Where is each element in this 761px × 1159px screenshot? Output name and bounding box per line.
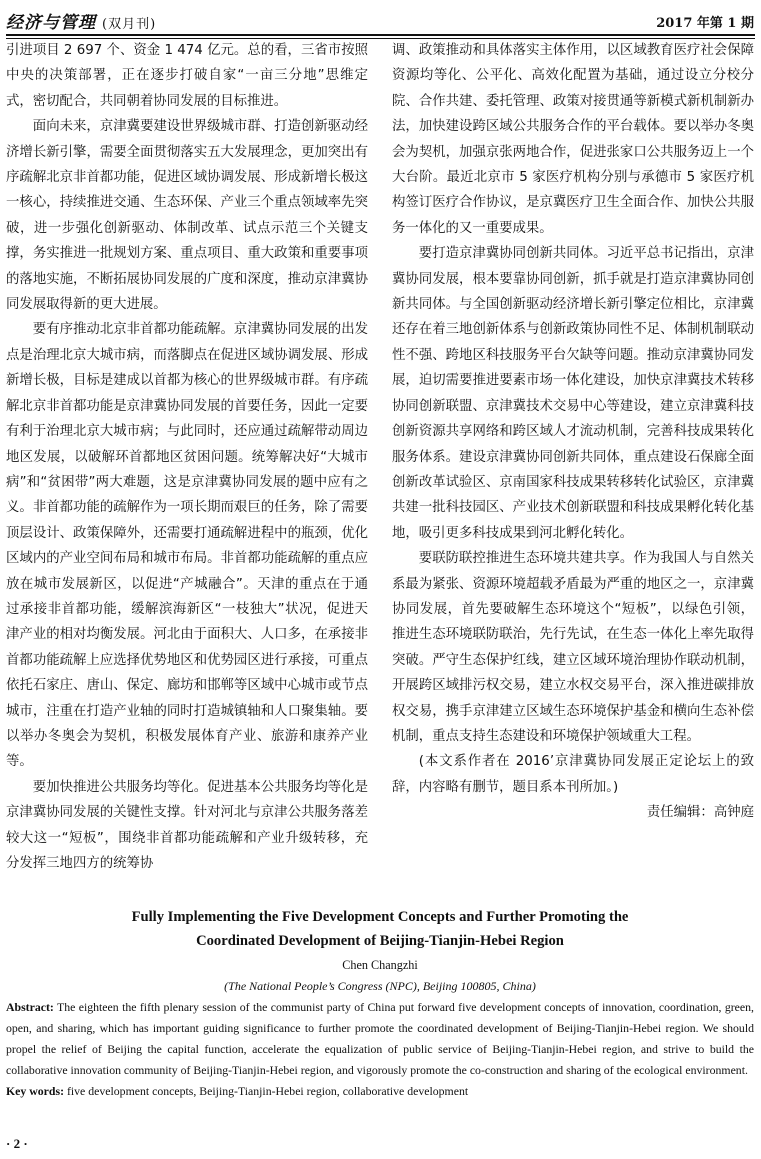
journal-name: 经济与管理 (双月刊) <box>6 13 157 33</box>
english-abstract-block <box>6 905 754 1102</box>
english-title-line-2: Coordinated Development of Beijing-Tianjin-Hebei Region <box>196 933 564 949</box>
keywords-text: five development concepts, Beijing-Tianjin-Hebei region, collaborative development <box>64 1084 469 1098</box>
english-author: Chen Changzhi <box>342 958 418 972</box>
issue-label: 2017 年第 1 期 <box>656 16 754 31</box>
running-header <box>6 6 754 34</box>
english-title-line-1: Fully Implementing the Five Development Concepts and Further Promoting the <box>131 909 629 925</box>
paragraph: (本文系作者在 2016’京津冀协同发展正定论坛上的致辞，内容略有删节，题目系本刊所加。) <box>392 754 754 795</box>
paragraph: 要加快推进公共服务均等化。促进基本公共服务均等化是京津冀协同发展的关键性支撑。针对河北与京津公共服务落差较大这一“短板”，围绕非首都功能疏解和产业升级转移，充分发挥三地四方的统筹协 <box>6 779 368 871</box>
paragraph: 要有序推动北京非首都功能疏解。京津冀协同发展的出发点是治理北京大城市病，而落脚点在促进区域协调发展、形成新增长极，目标是建成以首都为核心的世界级城市群。有序疏解北京非首都功能是京津冀协同发展的首要任务，因此一定要有利于治理北京大城市病；与此同时，还应通过疏解带动周边地区发展，以破解环首都地区贫困问题。统筹解决好“大城市病”和“贫困带”两大难题，这是京津冀协同发展的题中应有之义。非首都功能的疏解作为一项长期而艰巨的任务，除了需要顶层设计、政策保障外，还需要打通疏解进程中的瓶颈，优化区域内的产业空间布局和城市布局。非首都功能疏解的重点应放在城市发展新区，以促进“产城融合”。天津的重点在于通过承接非首都功能，缓解滨海新区“一枝独大”状况，促进天津产业的相对均衡发展。河北由于面积大、人口多，在承接非首都功能疏解上应选择优势地区和优势园区进行承接，可重点依托石家庄、唐山、保定、廊坊和邯郸等区域中心城市或节点城市，注重在打造产业轴的同时打造城镇轴和人口聚集轴。要以举办冬奥会为契机，积极发展体育产业、旅游和康养产业等。 <box>6 322 368 770</box>
page-number: · 2 · <box>6 1136 28 1151</box>
english-affiliation: (The National People’s Congress (NPC), Beijing 100805, China) <box>224 979 536 993</box>
english-abstract <box>6 997 754 1081</box>
paragraph: 调、政策推动和具体落实主体作用，以区域教育医疗社会保障资源均等化、公平化、高效化配置为基础，通过设立分校分院、合作共建、委托管理、政策对接贯通等新模式新机制新办法，加快建设跨区域公共服务合作的平台载体。要以举办冬奥会为契机，加强京张两地合作，促进张家口公共服务迈上一个大台阶。最近北京市 5 家医疗机构分别与承德市 5 家医疗机构签订医疗合作协议，是京冀医疗卫生全面合作、加快公共服务一体化的又一重要成果。 <box>392 43 754 236</box>
body-columns <box>6 38 754 890</box>
paragraph: 引进项目 2 697 个、资金 1 474 亿元。总的看，三省市按照中央的决策部署，正在逐步打破自家“一亩三分地”思维定式，密切配合，共同朝着协同发展的目标推进。 <box>6 43 368 109</box>
paragraph: 要打造京津冀协同创新共同体。习近平总书记指出，京津冀协同发展，根本要靠协同创新，抓手就是打造京津冀协同创新共同体。与全国创新驱动经济增长新引擎定位相比，京津冀还存在着三地创新体系与创新政策协同性不足、体制机制联动性不强、跨地区科技服务平台欠缺等问题。推动京津冀协同发展，迫切需要推进要素市场一体化建设，加快京津冀技术转移协同创新联盟、京津冀技术交易中心等建设，建立京津冀科技创新资源共享网络和跨区域人才流动机制，完善科技成果转化服务体系。建设京津冀协同创新共同体，重点建设石保廊全面创新改革试验区、京南国家科技成果转移转化试验区，京津冀共建一批科技园区、产业技术创新联盟和科技成果孵化转化基地，吸引更多科技成果到河北孵化转化。 <box>392 246 754 541</box>
abstract-text: The eighteen the fifth plenary session of the communist party of China put forward five development concepts of innovation, coordination, green, open, and sharing, which has important guiding significance to further promote the coordinated development of Beijing-Tianjin-Hebei region. We should propel the relief of Beijing the capital function, accelerate the equalization of public service of Beijing-Tianjin-Hebei region, and strive to build the collaborative innovation community of Beijing-Tianjin-Hebei region, and vigorously promote the co-construction and sharing of the ecological environment. <box>6 1000 754 1077</box>
abstract-label: Abstract: <box>6 1000 54 1014</box>
english-title <box>6 905 754 953</box>
left-column <box>6 38 368 890</box>
english-keywords <box>6 1081 754 1102</box>
right-column <box>392 38 754 890</box>
keywords-label: Key words: <box>6 1084 64 1098</box>
paragraph: 面向未来，京津冀要建设世界级城市群、打造创新驱动经济增长新引擎，需要全面贯彻落实五大发展理念，更加突出有序疏解北京非首都功能，促进区域协调发展、形成新增长极这一核心，持续推进交通、生态环保、产业三个重点领域率先突破，进一步强化创新驱动、体制改革、试点示范三个关键支撑，务实推进一批规划方案、重点项目、重大政策和重要事项的落地实施，不断拓展协同发展的广度和深度，推动京津冀协同发展取得新的更大进展。 <box>6 119 368 313</box>
editor-credit: 责任编辑：高钟庭 <box>646 805 754 821</box>
paragraph: 要联防联控推进生态环境共建共享。作为我国人与自然关系最为紧张、资源环境超载矛盾最为严重的地区之一，京津冀协同发展，首先要破解生态环境这个“短板”，以绿色引领，推进生态环境联防联治，先行先试，在生态一体化上率先取得突破。严守生态保护红线，建立区域环境治理协作联动机制，开展跨区域排污权交易，建立水权交易平台，深入推进碳排放权交易，携手京津建立区域生态环境保护基金和横向生态补偿机制，重点支持生态建设和环境保护领域重大工程。 <box>392 551 754 744</box>
journal-frequency: (双月刊) <box>102 17 157 32</box>
